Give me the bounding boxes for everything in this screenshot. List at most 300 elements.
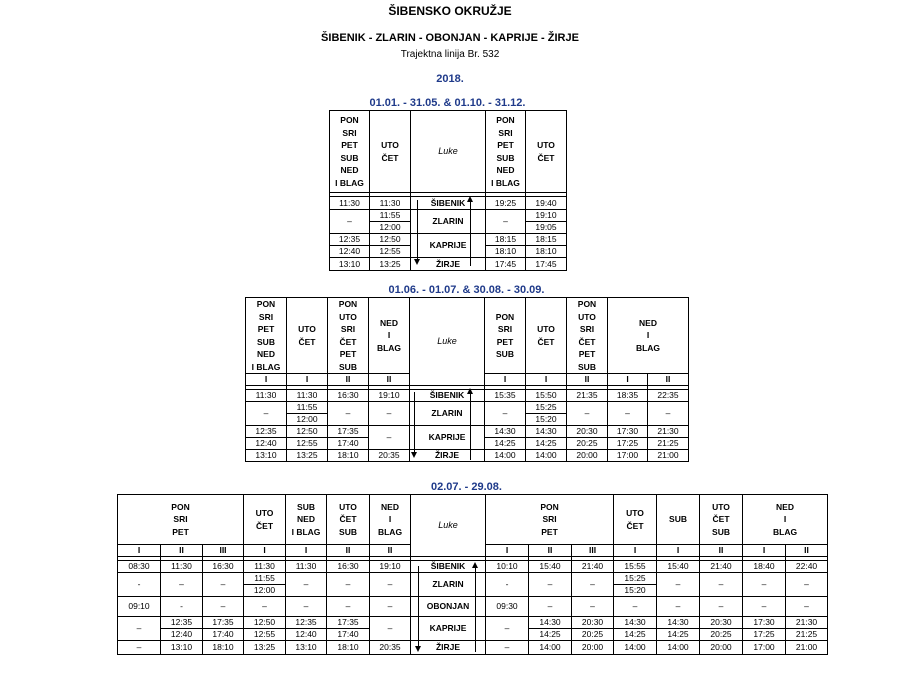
departure-time: – xyxy=(244,597,286,617)
departure-time: – xyxy=(786,597,828,617)
departure-time: 16:30 xyxy=(328,390,369,402)
departure-time: – xyxy=(286,573,327,597)
departure-time: 18:10 xyxy=(486,246,526,258)
departure-time: 17:00 xyxy=(608,450,648,462)
departure-time: 20:30 xyxy=(572,617,614,629)
day-label: NED xyxy=(297,514,315,525)
departure-index: II xyxy=(700,545,743,557)
departure-time: 17:25 xyxy=(608,438,648,450)
departure-time: – xyxy=(328,402,369,426)
day-label: NED xyxy=(639,317,657,328)
departure-index: II xyxy=(369,374,410,386)
port-zlarin: ZLARIN xyxy=(411,573,486,597)
departure-time: – xyxy=(572,573,614,597)
departure-time: 17:45 xyxy=(486,258,526,271)
departure-index: II xyxy=(327,545,370,557)
departure-time: 11:30 xyxy=(286,561,327,573)
day-label: BLAG xyxy=(635,342,661,353)
departure-time: 17:25 xyxy=(743,629,786,641)
departure-time: - xyxy=(118,573,161,597)
departure-time: – xyxy=(486,617,529,641)
departure-time: 19:40 xyxy=(526,197,567,210)
day-label: UTO xyxy=(626,508,644,518)
departure-time: 13:25 xyxy=(370,258,411,271)
day-label: I BLAG xyxy=(335,177,364,188)
day-label: PET xyxy=(341,140,358,150)
direction-arrow-line xyxy=(470,200,471,266)
departure-time: 15:20 xyxy=(526,414,567,426)
departure-time: – xyxy=(327,573,370,597)
departure-time: 15:40 xyxy=(657,561,700,573)
departure-time: 20:35 xyxy=(369,450,410,462)
day-label: SUB xyxy=(339,361,357,372)
departure-time: – xyxy=(529,597,572,617)
departure-time: 14:25 xyxy=(485,438,526,450)
departure-time: 12:40 xyxy=(161,629,203,641)
departure-index: II xyxy=(567,374,608,386)
departure-time: 18:10 xyxy=(328,450,369,462)
departure-time: 21:00 xyxy=(648,450,689,462)
day-label: NED xyxy=(257,349,275,359)
departure-time: 19:25 xyxy=(486,197,526,210)
day-header xyxy=(608,298,689,374)
departure-time: – xyxy=(743,597,786,617)
departure-index: I xyxy=(657,545,700,557)
day-label: UTO xyxy=(339,311,357,322)
day-label: SUB xyxy=(712,526,730,537)
departure-time: 18:15 xyxy=(486,234,526,246)
arrow-up-icon xyxy=(472,562,478,568)
day-label: ČET xyxy=(298,336,316,347)
day-label: I xyxy=(646,330,650,341)
departure-time: – xyxy=(700,573,743,597)
departure-index: I xyxy=(246,374,287,386)
day-label: I xyxy=(387,330,391,341)
year-label: 2018. xyxy=(436,73,464,85)
departure-time: 11:55 xyxy=(370,210,411,222)
departure-time: 12:50 xyxy=(244,617,286,629)
departure-time: – xyxy=(657,573,700,597)
day-label: ČET xyxy=(256,520,274,531)
departure-time: 14:25 xyxy=(529,629,572,641)
day-label: I BLAG xyxy=(291,526,321,537)
port-kaprije: KAPRIJE xyxy=(411,617,486,641)
departure-time: – xyxy=(786,573,828,597)
departure-time: 11:30 xyxy=(287,390,328,402)
route-title: ŠIBENIK - ZLARIN - OBONJAN - KAPRIJE - ŽIRJE xyxy=(321,32,579,44)
departure-time: 17:40 xyxy=(328,438,369,450)
departure-time: 12:35 xyxy=(286,617,327,629)
departure-time: 14:30 xyxy=(485,426,526,438)
departure-time: 13:10 xyxy=(161,641,203,655)
day-header xyxy=(657,495,700,545)
timetable-1 xyxy=(329,110,567,271)
departure-time: 20:30 xyxy=(567,426,608,438)
departure-time: – xyxy=(330,210,370,234)
port-sibenik: ŠIBENIK xyxy=(411,561,486,573)
day-label: PET xyxy=(497,140,514,150)
departure-time: 12:50 xyxy=(287,426,328,438)
departure-time: – xyxy=(572,597,614,617)
day-label: UTO xyxy=(537,140,555,150)
departure-time: 11:30 xyxy=(246,390,287,402)
day-label: ČET xyxy=(537,152,555,163)
departure-time: 21:00 xyxy=(786,641,828,655)
departure-time: 14:00 xyxy=(657,641,700,655)
departure-time: 20:25 xyxy=(567,438,608,450)
departure-index: I xyxy=(287,374,328,386)
day-label: PON xyxy=(577,299,597,309)
day-header xyxy=(246,298,287,374)
departure-time: 14:30 xyxy=(526,426,567,438)
departure-time: 22:40 xyxy=(786,561,828,573)
departure-time: 19:05 xyxy=(526,222,567,234)
departure-time: 11:55 xyxy=(244,573,286,585)
departure-time: 14:25 xyxy=(526,438,567,450)
departure-time: 14:00 xyxy=(614,641,657,655)
day-header xyxy=(486,495,614,545)
timetable-2 xyxy=(245,297,689,462)
departure-time: 12:40 xyxy=(246,438,287,450)
day-label: ČET xyxy=(537,336,555,347)
arrow-down-icon xyxy=(415,646,421,652)
departure-time: 13:10 xyxy=(286,641,327,655)
day-header xyxy=(614,495,657,545)
period-title-2: 01.06. - 01.07. & 30.08. - 30.09. xyxy=(388,284,545,296)
day-label: UTO xyxy=(578,311,596,322)
day-header xyxy=(743,495,828,545)
port-zirje: ŽIRJE xyxy=(411,641,486,655)
day-label: PON xyxy=(540,501,559,512)
day-header xyxy=(370,495,411,545)
day-header xyxy=(244,495,286,545)
day-label: SUB xyxy=(578,361,596,372)
departure-time: 12:35 xyxy=(161,617,203,629)
departure-index: I xyxy=(743,545,786,557)
departure-time: 20:00 xyxy=(567,450,608,462)
departure-time: 18:35 xyxy=(608,390,648,402)
departure-time: 21:30 xyxy=(786,617,828,629)
day-label: NED xyxy=(381,501,399,512)
day-label: PON xyxy=(496,115,515,125)
departure-time: 12:00 xyxy=(244,585,286,597)
day-label: ČET xyxy=(339,514,357,525)
departure-time: – xyxy=(370,573,411,597)
port-zlarin: ZLARIN xyxy=(410,402,485,426)
day-header xyxy=(567,298,608,374)
day-label: SRI xyxy=(579,324,595,334)
day-label: SUB xyxy=(340,152,359,163)
departure-index: I xyxy=(286,545,327,557)
day-label: UTO xyxy=(712,501,730,512)
departure-time: – xyxy=(486,641,529,655)
departure-time: 17:35 xyxy=(327,617,370,629)
ports-header: Luke xyxy=(410,298,485,386)
departure-time: 14:00 xyxy=(529,641,572,655)
timetable-3 xyxy=(117,494,828,655)
departure-time: 15:20 xyxy=(614,585,657,597)
departure-time: 10:10 xyxy=(486,561,529,573)
day-label: ČET xyxy=(381,152,399,163)
departure-index: II xyxy=(648,374,689,386)
departure-time: – xyxy=(485,402,526,426)
departure-time: 12:00 xyxy=(370,222,411,234)
departure-time: – xyxy=(203,597,244,617)
departure-time: – xyxy=(370,617,411,641)
day-header xyxy=(485,298,526,374)
port-sibenik: ŠIBENIK xyxy=(410,390,485,402)
departure-time: 21:25 xyxy=(648,438,689,450)
day-label: ČET xyxy=(712,514,730,525)
day-label: UTO xyxy=(255,508,274,518)
direction-arrow-line xyxy=(417,200,418,260)
port-zirje: ŽIRJE xyxy=(410,450,485,462)
day-label: SRI xyxy=(173,514,188,525)
departure-time: - xyxy=(486,573,529,597)
departure-time: 18:15 xyxy=(526,234,567,246)
departure-time: 22:35 xyxy=(648,390,689,402)
day-label: PET xyxy=(541,526,558,537)
arrow-up-icon xyxy=(467,196,473,202)
direction-arrow-line xyxy=(414,392,415,452)
day-label: SRI xyxy=(342,127,357,138)
departure-time: 20:25 xyxy=(572,629,614,641)
departure-time: 15:40 xyxy=(529,561,572,573)
departure-time: 17:35 xyxy=(328,426,369,438)
departure-time: – xyxy=(614,597,657,617)
departure-time: 09:30 xyxy=(486,597,529,617)
departure-time: 21:40 xyxy=(700,561,743,573)
day-label: ČET xyxy=(578,336,596,347)
day-label: SUB xyxy=(257,336,275,347)
departure-time: 13:10 xyxy=(330,258,370,271)
day-label: NED xyxy=(496,165,515,175)
departure-time: 20:25 xyxy=(700,629,743,641)
departure-time: 11:30 xyxy=(370,197,411,210)
day-label: NED xyxy=(380,317,398,328)
day-label: SUB xyxy=(339,526,357,537)
departure-time: 14:00 xyxy=(526,450,567,462)
departure-time: 11:30 xyxy=(330,197,370,210)
departure-time: 19:10 xyxy=(370,561,411,573)
departure-time: – xyxy=(567,402,608,426)
day-header xyxy=(526,298,567,374)
departure-time: 14:30 xyxy=(657,617,700,629)
departure-time: 08:30 xyxy=(118,561,161,573)
day-label: PON xyxy=(256,299,276,309)
day-label: I BLAG xyxy=(491,177,520,188)
departure-time: – xyxy=(608,402,648,426)
departure-time: – xyxy=(369,402,410,426)
ports-header: Luke xyxy=(411,111,486,193)
port-sibenik: ŠIBENIK xyxy=(411,197,486,210)
day-header xyxy=(526,111,567,193)
departure-time: – xyxy=(118,617,161,641)
day-header xyxy=(118,495,244,545)
departure-time: 12:40 xyxy=(286,629,327,641)
departure-time: 14:00 xyxy=(485,450,526,462)
departure-index: II xyxy=(786,545,828,557)
departure-time: – xyxy=(657,597,700,617)
departure-time: 12:55 xyxy=(370,246,411,258)
day-header xyxy=(330,111,370,193)
departure-time: – xyxy=(370,597,411,617)
day-label: SRI xyxy=(497,324,513,334)
port-zlarin: ZLARIN xyxy=(411,210,486,234)
port-zirje: ŽIRJE xyxy=(411,258,486,271)
day-label: UTO xyxy=(298,324,316,334)
departure-time: – xyxy=(486,210,526,234)
day-label: NED xyxy=(776,501,794,512)
day-label: SUB xyxy=(496,152,515,163)
departure-time: 20:35 xyxy=(370,641,411,655)
port-kaprije: KAPRIJE xyxy=(410,426,485,450)
day-label: PET xyxy=(578,349,596,359)
departure-time: 18:40 xyxy=(743,561,786,573)
departure-index: III xyxy=(203,545,244,557)
departure-time: 20:00 xyxy=(572,641,614,655)
day-label: UTO xyxy=(339,501,357,512)
day-header xyxy=(700,495,743,545)
day-label: PET xyxy=(496,336,514,347)
departure-time: 12:40 xyxy=(330,246,370,258)
departure-time: – xyxy=(161,573,203,597)
departure-time: 16:30 xyxy=(327,561,370,573)
day-header xyxy=(327,495,370,545)
departure-time: 21:40 xyxy=(572,561,614,573)
departure-index: II xyxy=(529,545,572,557)
departure-time: 18:10 xyxy=(526,246,567,258)
departure-time: – xyxy=(246,402,287,426)
departure-time: 11:55 xyxy=(287,402,328,414)
departure-time: 13:10 xyxy=(246,450,287,462)
departure-time: 14:30 xyxy=(529,617,572,629)
departure-time: 21:30 xyxy=(648,426,689,438)
direction-arrow-line xyxy=(418,566,419,646)
departure-time: 12:35 xyxy=(330,234,370,246)
departure-time: – xyxy=(743,573,786,597)
departure-time: 21:35 xyxy=(567,390,608,402)
day-label: NED xyxy=(340,165,359,175)
departure-time: 15:25 xyxy=(614,573,657,585)
departure-time: – xyxy=(118,641,161,655)
departure-time: – xyxy=(327,597,370,617)
day-label: PON xyxy=(495,311,515,322)
day-label: I xyxy=(388,514,392,525)
departure-time: 12:00 xyxy=(287,414,328,426)
day-label: SRI xyxy=(340,324,356,334)
day-label: PON xyxy=(340,115,359,125)
departure-time: 20:30 xyxy=(700,617,743,629)
departure-time: 14:25 xyxy=(657,629,700,641)
port-obonjan: OBONJAN xyxy=(411,597,486,617)
departure-time: 17:40 xyxy=(203,629,244,641)
departure-time: 15:55 xyxy=(614,561,657,573)
departure-time: – xyxy=(286,597,327,617)
day-label: PET xyxy=(172,526,189,537)
departure-time: 12:55 xyxy=(244,629,286,641)
departure-index: I xyxy=(526,374,567,386)
day-label: SRI xyxy=(498,127,513,138)
arrow-down-icon xyxy=(411,452,417,458)
departure-time: 17:00 xyxy=(743,641,786,655)
departure-time: 12:35 xyxy=(246,426,287,438)
departure-time: 20:00 xyxy=(700,641,743,655)
day-label: UTO xyxy=(537,324,555,334)
ports-header: Luke xyxy=(411,495,486,557)
departure-time: – xyxy=(203,573,244,597)
port-kaprije: KAPRIJE xyxy=(411,234,486,258)
departure-time: 19:10 xyxy=(526,210,567,222)
day-label: UTO xyxy=(381,140,399,150)
departure-index: I xyxy=(486,545,529,557)
departure-time: 17:30 xyxy=(608,426,648,438)
departure-time: 15:50 xyxy=(526,390,567,402)
line-number: Trajektna linija Br. 532 xyxy=(400,49,500,60)
period-title-3: 02.07. - 29.08. xyxy=(431,481,502,493)
departure-time: – xyxy=(648,402,689,426)
day-label: I BLAG xyxy=(251,361,281,372)
day-label: PET xyxy=(339,349,357,359)
direction-arrow-line xyxy=(470,392,471,460)
day-label: SRI xyxy=(258,311,274,322)
day-header xyxy=(369,298,410,374)
departure-time: 21:25 xyxy=(786,629,828,641)
departure-index: II xyxy=(328,374,369,386)
departure-time: 11:30 xyxy=(244,561,286,573)
departure-index: I xyxy=(244,545,286,557)
departure-time: 15:35 xyxy=(485,390,526,402)
day-header xyxy=(286,495,327,545)
direction-arrow-line xyxy=(475,566,476,652)
departure-time: 17:45 xyxy=(526,258,567,271)
departure-time: 18:10 xyxy=(203,641,244,655)
departure-index: III xyxy=(572,545,614,557)
departure-time: 18:10 xyxy=(327,641,370,655)
departure-index: I xyxy=(614,545,657,557)
day-label: BLAG xyxy=(376,342,402,353)
departure-time: 13:25 xyxy=(244,641,286,655)
departure-time: 13:25 xyxy=(287,450,328,462)
departure-time: – xyxy=(529,573,572,597)
day-label: SUB xyxy=(669,514,687,525)
arrow-up-icon xyxy=(467,388,473,394)
day-label: PON xyxy=(338,299,358,309)
day-label: SRI xyxy=(542,514,557,525)
day-label: I xyxy=(783,514,787,525)
departure-time: - xyxy=(161,597,203,617)
day-header xyxy=(370,111,411,193)
departure-time: 19:10 xyxy=(369,390,410,402)
period-title-1: 01.01. - 31.05. & 01.10. - 31.12. xyxy=(369,97,526,109)
region-title: ŠIBENSKO OKRUŽJE xyxy=(388,4,512,18)
departure-index: I xyxy=(485,374,526,386)
day-header xyxy=(486,111,526,193)
departure-time: 12:55 xyxy=(287,438,328,450)
departure-time: 17:40 xyxy=(327,629,370,641)
day-label: SUB xyxy=(496,349,514,359)
departure-time: 11:30 xyxy=(161,561,203,573)
departure-index: II xyxy=(161,545,203,557)
day-label: PET xyxy=(257,324,275,334)
departure-index: I xyxy=(118,545,161,557)
departure-time: 17:30 xyxy=(743,617,786,629)
day-header xyxy=(287,298,328,374)
day-label: ČET xyxy=(626,520,644,531)
departure-index: II xyxy=(370,545,411,557)
departure-time: – xyxy=(700,597,743,617)
departure-time: 17:35 xyxy=(203,617,244,629)
